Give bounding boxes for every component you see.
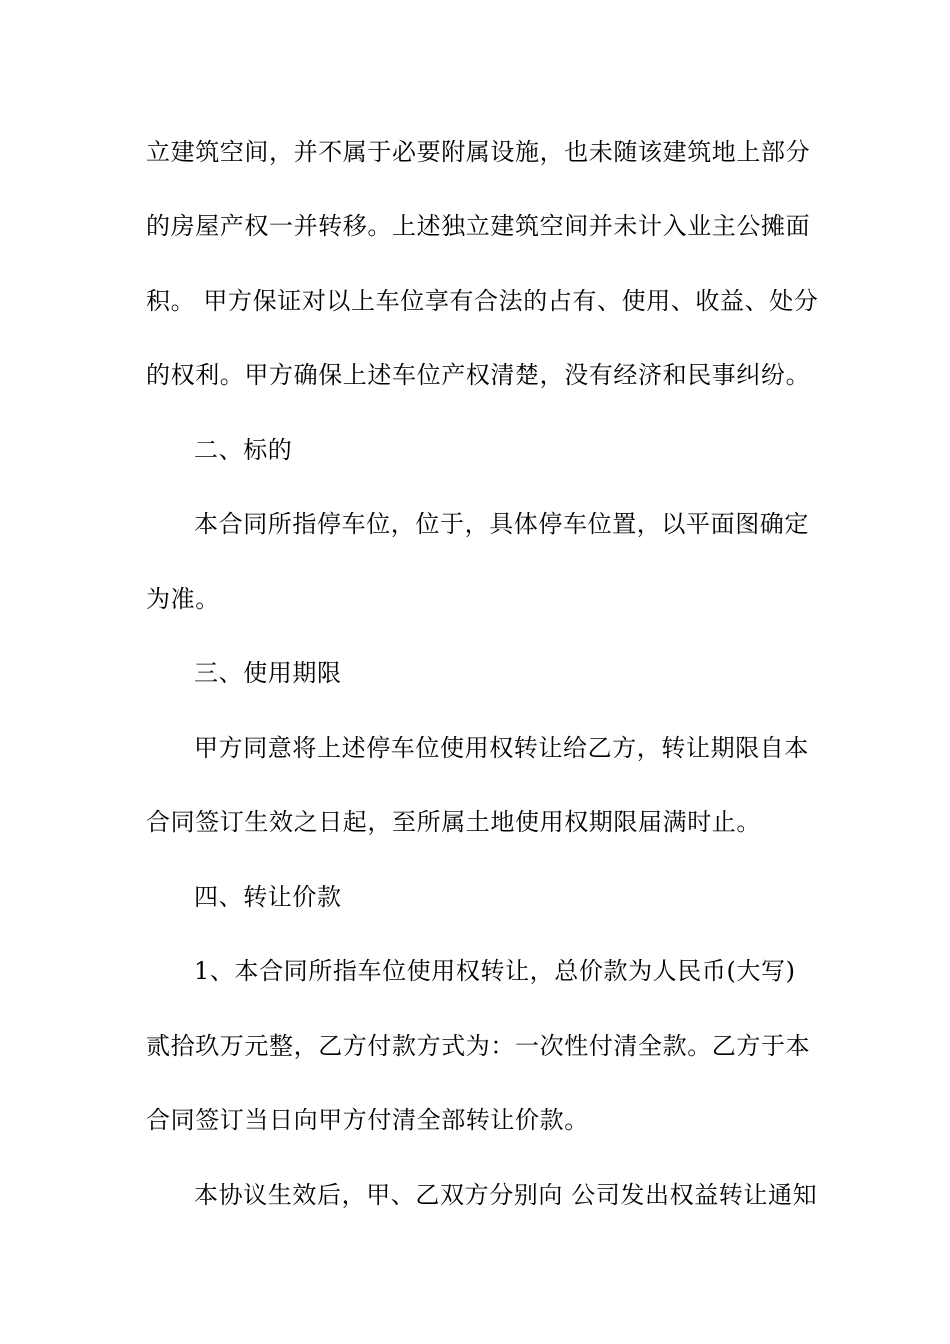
- paragraph-line: 1、本合同所指车位使用权转让，总价款为人民币(大写): [194, 957, 796, 985]
- section-heading: 四、转让价款: [194, 883, 342, 911]
- paragraph-line: 积。 甲方保证对以上车位享有合法的占有、使用、收益、处分: [146, 287, 819, 315]
- paragraph-line: 本协议生效后，甲、乙双方分别向 公司发出权益转让通知: [194, 1181, 818, 1209]
- paragraph-line: 的房屋产权一并转移。上述独立建筑空间并未计入业主公摊面: [146, 212, 811, 240]
- section-heading: 三、使用期限: [194, 659, 342, 687]
- paragraph-line: 为准。: [146, 585, 220, 613]
- paragraph-line: 的权利。甲方确保上述车位产权清楚，没有经济和民事纠纷。: [146, 361, 811, 389]
- paragraph-line: 合同签订当日向甲方付清全部转让价款。: [146, 1106, 589, 1134]
- paragraph-line: 立建筑空间，并不属于必要附属设施，也未随该建筑地上部分: [146, 138, 811, 166]
- section-heading: 二、标的: [194, 436, 293, 464]
- paragraph-line: 本合同所指停车位，位于，具体停车位置，以平面图确定: [194, 510, 809, 538]
- paragraph-line: 合同签订生效之日起，至所属土地使用权期限届满时止。: [146, 808, 761, 836]
- paragraph-line: 甲方同意将上述停车位使用权转让给乙方，转让期限自本: [194, 734, 809, 762]
- paragraph-line: 贰拾玖万元整，乙方付款方式为：一次性付清全款。乙方于本: [146, 1032, 811, 1060]
